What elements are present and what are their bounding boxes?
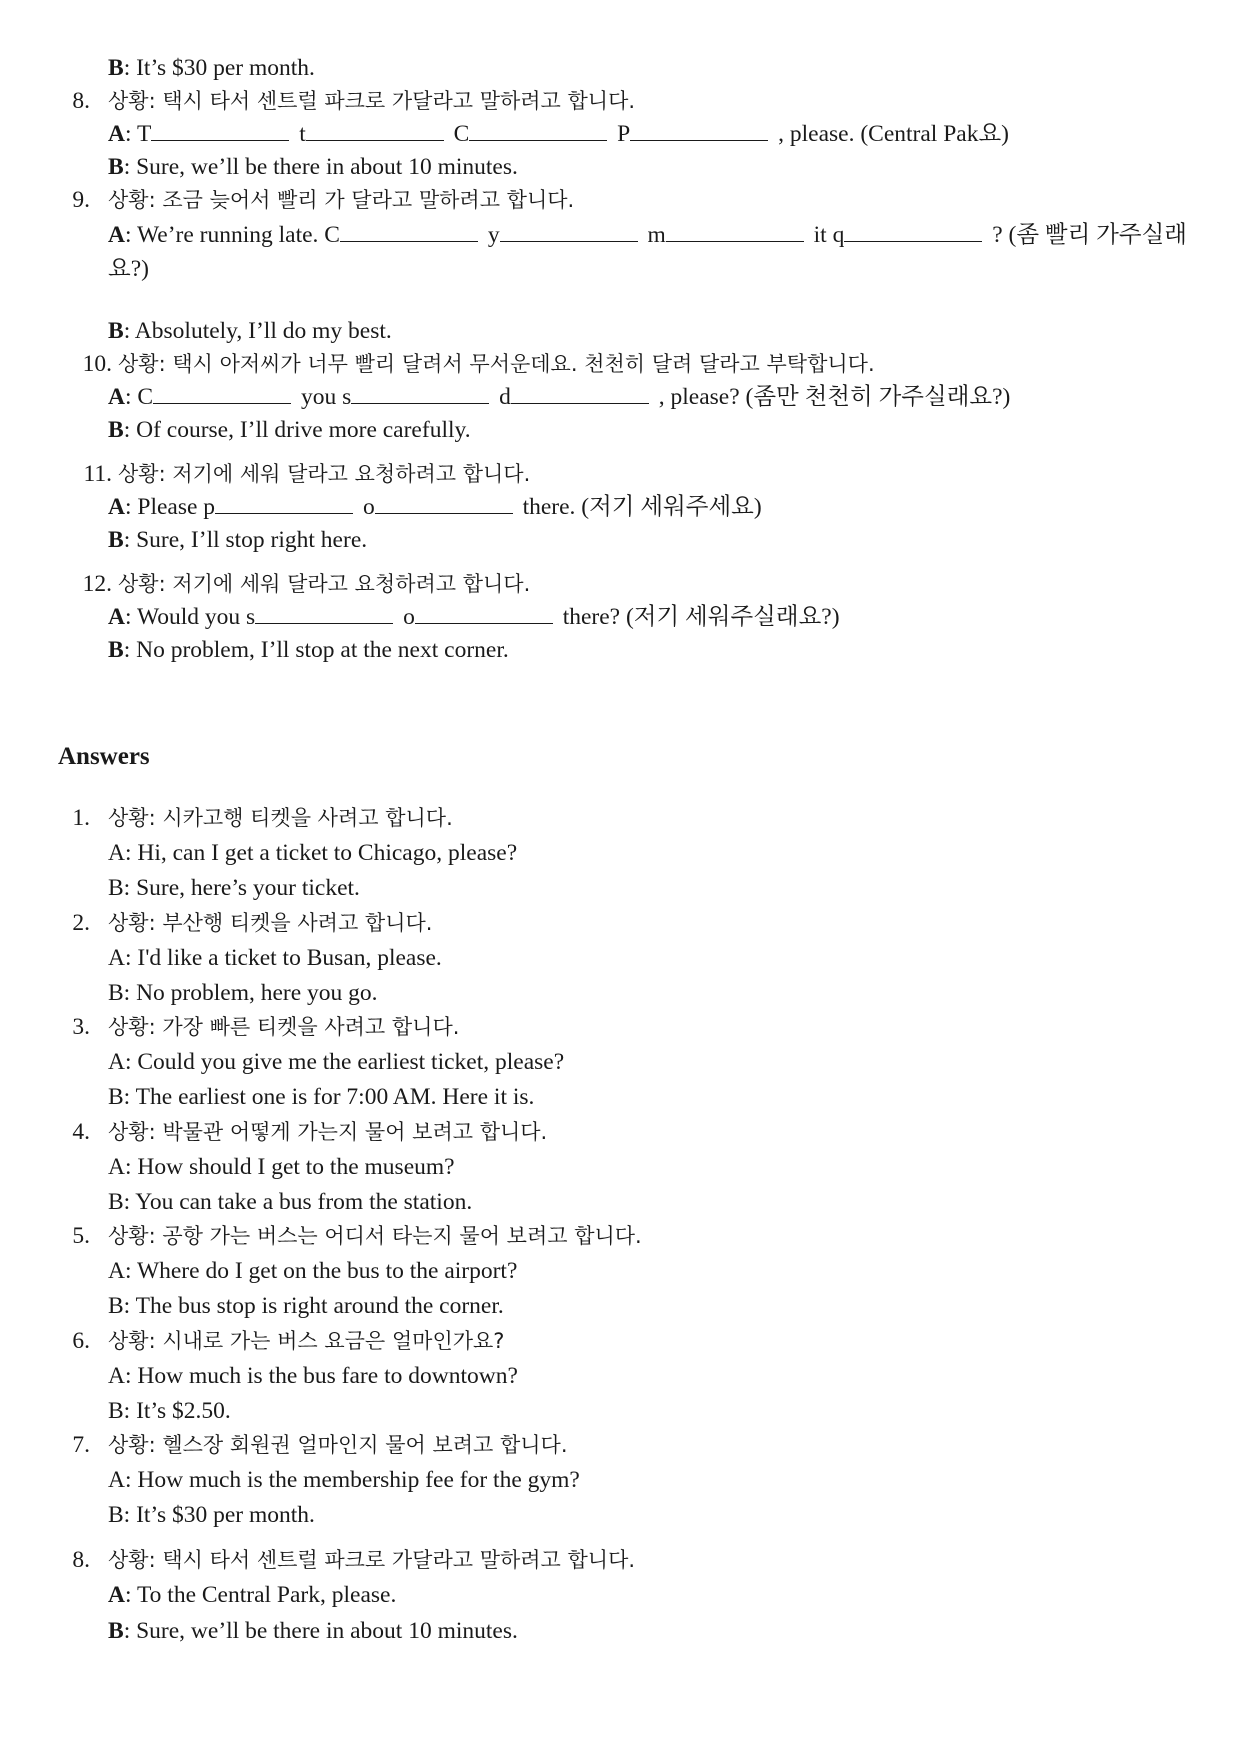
answer-b-line-5: B: The bus stop is right around the corner.	[108, 1293, 504, 1319]
blank	[375, 493, 513, 514]
answer-number-5: 5.	[72, 1223, 90, 1249]
q8-b-line: B: Sure, we’ll be there in about 10 minutes.	[108, 154, 518, 180]
blank	[844, 221, 982, 242]
answer-b-line-7: B: It’s $30 per month.	[108, 1502, 315, 1528]
answer-a-line-3: A: Could you give me the earliest ticket, please?	[108, 1049, 565, 1075]
q11-b-line: B: Sure, I’ll stop right here.	[108, 527, 368, 553]
answer-number-1: 1.	[72, 805, 90, 831]
answer-b-line-4: B: You can take a bus from the station.	[108, 1189, 473, 1215]
answer-number-2: 2.	[72, 910, 90, 936]
blank	[415, 603, 553, 624]
answer-situation-1: 상황: 시카고행 티켓을 사려고 합니다.	[108, 806, 453, 830]
q12-situation: 상황: 저기에 세워 달라고 요청하려고 합니다.	[118, 572, 531, 596]
answer-a-line-6: A: How much is the bus fare to downtown?	[108, 1363, 518, 1389]
answer-situation-6: 상황: 시내로 가는 버스 요금은 얼마인가요?	[108, 1329, 505, 1353]
answer-b-line-2: B: No problem, here you go.	[108, 980, 378, 1006]
answer-a-line-2: A: I'd like a ticket to Busan, please.	[108, 945, 442, 971]
q7-b-line: B: It’s $30 per month.	[108, 55, 315, 81]
answer-b-line-1: B: Sure, here’s your ticket.	[108, 875, 360, 901]
answer-number-4: 4.	[72, 1119, 90, 1145]
q10-number: 10.	[82, 351, 112, 377]
q8-situation: 상황: 택시 타서 센트럴 파크로 가달라고 말하려고 합니다.	[108, 89, 636, 113]
blank	[630, 120, 768, 141]
answer-number-6: 6.	[72, 1328, 90, 1354]
answer-8-number: 8.	[72, 1547, 90, 1573]
q10-a-line: A: C you s d , please? (좀만 천천히 가주실래요?)	[108, 384, 1011, 410]
answer-situation-2: 상황: 부산행 티켓을 사려고 합니다.	[108, 911, 433, 935]
answer-b-line-3: B: The earliest one is for 7:00 AM. Here it is.	[108, 1084, 535, 1110]
q9-a-line: A: We’re running late. C y m it q ? (좀 빨리 가주실래요?)	[108, 222, 1187, 282]
q9-b-line: B: Absolutely, I’ll do my best.	[108, 318, 392, 344]
q8-number: 8.	[72, 88, 90, 114]
answer-8-situation: 상황: 택시 타서 센트럴 파크로 가달라고 말하려고 합니다.	[108, 1548, 636, 1572]
q12-number: 12.	[82, 571, 112, 597]
answer-a-line-7: A: How much is the membership fee for the gym?	[108, 1467, 580, 1493]
blank	[666, 221, 804, 242]
blank	[306, 120, 444, 141]
answer-a-line-5: A: Where do I get on the bus to the airport?	[108, 1258, 518, 1284]
q11-number: 11.	[83, 461, 112, 487]
answer-situation-7: 상황: 헬스장 회원권 얼마인지 물어 보려고 합니다.	[108, 1433, 568, 1457]
answer-b-line-6: B: It’s $2.50.	[108, 1398, 231, 1424]
blank	[340, 221, 478, 242]
answer-a-line-1: A: Hi, can I get a ticket to Chicago, please?	[108, 840, 518, 866]
blank	[469, 120, 607, 141]
answer-number-7: 7.	[72, 1432, 90, 1458]
blank	[215, 493, 353, 514]
answer-situation-3: 상황: 가장 빠른 티켓을 사려고 합니다.	[108, 1015, 460, 1039]
q9-number: 9.	[72, 187, 90, 213]
blank	[511, 383, 649, 404]
blank	[153, 383, 291, 404]
answers-heading: Answers	[58, 743, 150, 770]
blank	[151, 120, 289, 141]
q10-b-line: B: Of course, I’ll drive more carefully.	[108, 417, 471, 443]
q10-situation: 상황: 택시 아저씨가 너무 빨리 달려서 무서운데요. 천천히 달려 달라고 부탁합니다.	[118, 352, 875, 376]
answer-a-line-4: A: How should I get to the museum?	[108, 1154, 455, 1180]
blank	[500, 221, 638, 242]
q8-a-line: A: T t C P , please. (Central Pak요)	[108, 121, 1009, 147]
answer-8-b: B: Sure, we’ll be there in about 10 minutes.	[108, 1618, 518, 1644]
blank	[351, 383, 489, 404]
answer-8-a: A: To the Central Park, please.	[108, 1582, 397, 1608]
q12-b-line: B: No problem, I’ll stop at the next corner.	[108, 637, 509, 663]
q9-situation: 상황: 조금 늦어서 빨리 가 달라고 말하려고 합니다.	[108, 188, 575, 212]
blank	[255, 603, 393, 624]
q11-a-line: A: Please p o there. (저기 세워주세요)	[108, 494, 762, 520]
answer-number-3: 3.	[72, 1014, 90, 1040]
q12-a-line: A: Would you s o there? (저기 세워주실래요?)	[108, 604, 840, 630]
answer-situation-5: 상황: 공항 가는 버스는 어디서 타는지 물어 보려고 합니다.	[108, 1224, 642, 1248]
q11-situation: 상황: 저기에 세워 달라고 요청하려고 합니다.	[118, 462, 531, 486]
answer-situation-4: 상황: 박물관 어떻게 가는지 물어 보려고 합니다.	[108, 1120, 548, 1144]
